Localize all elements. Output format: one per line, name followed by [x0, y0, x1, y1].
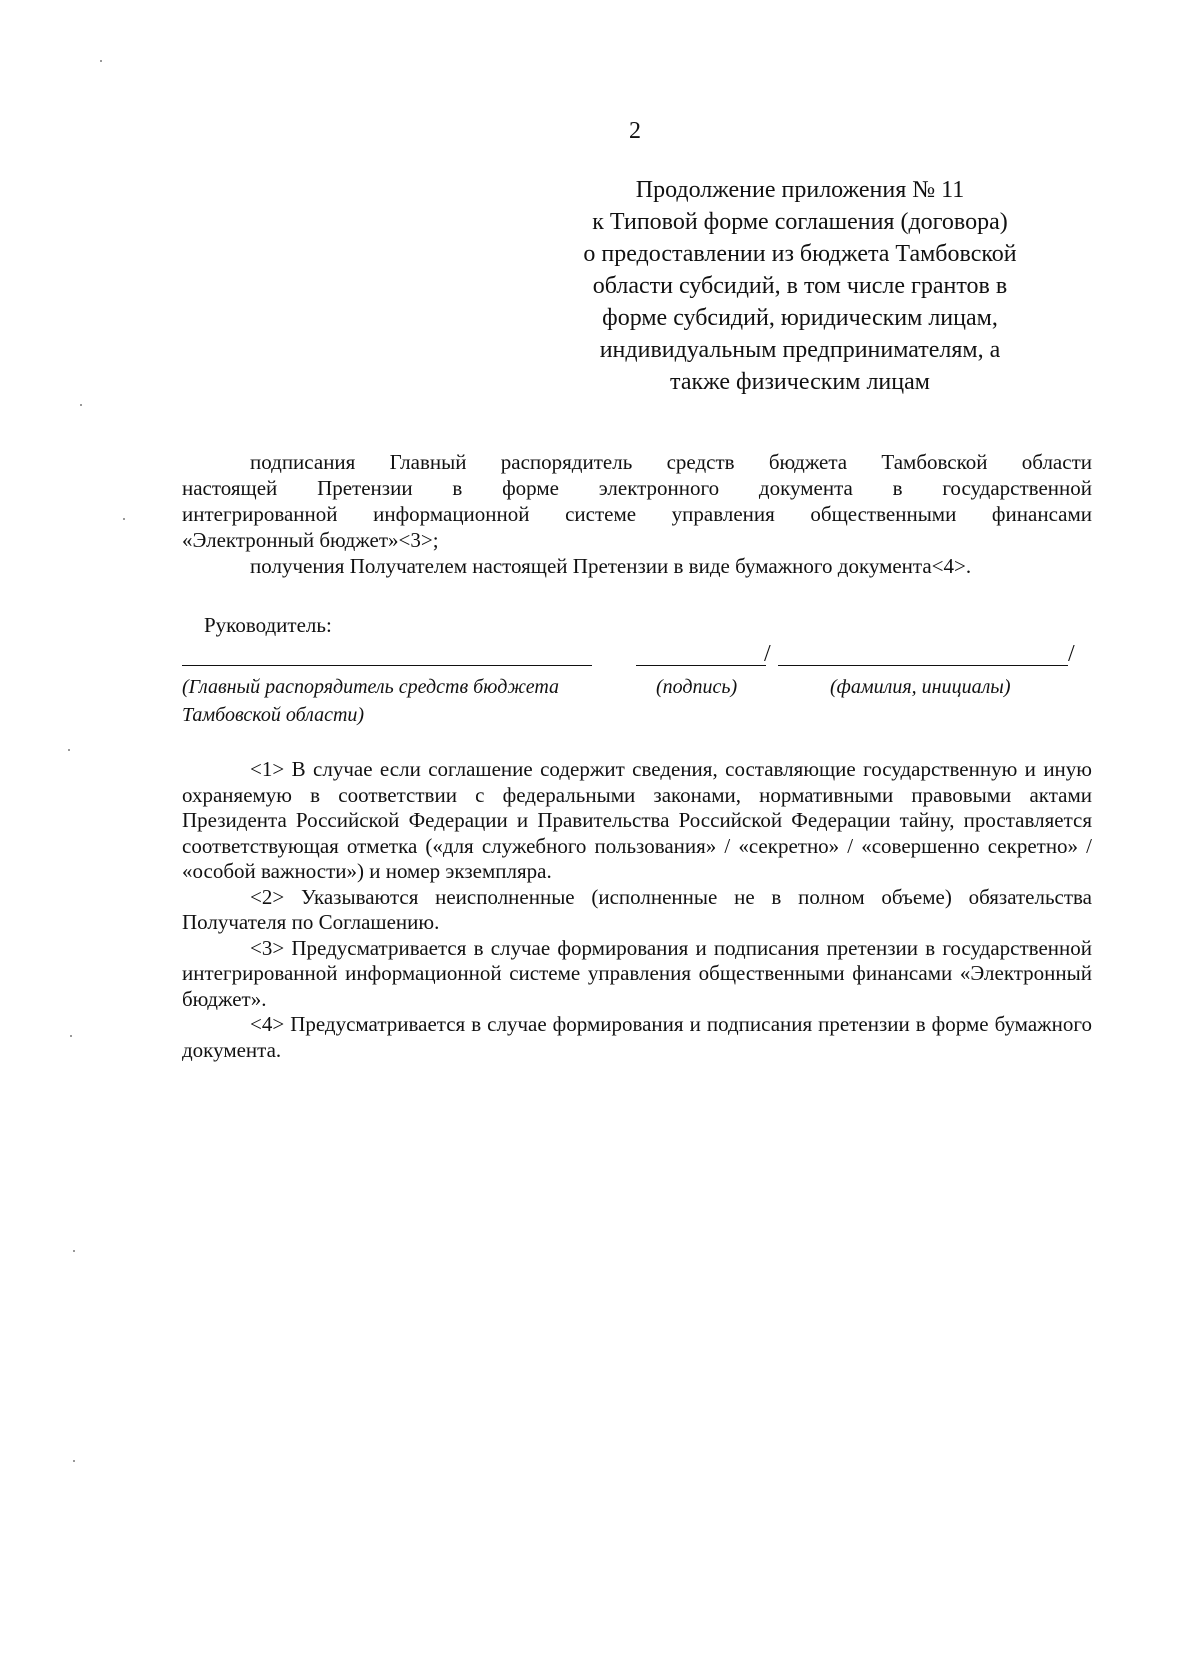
scan-margin-mark	[123, 518, 125, 520]
caption-position-continued: Тамбовской области)	[182, 704, 365, 726]
footnotes	[182, 757, 1092, 1063]
footnote-1: <1> В случае если соглашение содержит сведения, составляющие государственную и иную охраняемую в соответствии с федеральными законами, нормативными правовыми актами Президента Российской Федерации и Правительства Российской Федерации тайну, проставляется соответствующая отметка («для служебного пользования» / «секретно» / «совершенно секретно» / «особой важности») и номер экземпляра.	[182, 757, 1092, 883]
footnote-3: <3> Предусматривается в случае формирования и подписания претензии в государственной интегрированной информационной системе управления общественными финансами «Электронный бюджет».	[182, 935, 1092, 1011]
body-line: подписания Главный распорядитель средств бюджета Тамбовской области	[250, 450, 1092, 474]
appendix-header-line: также физическим лицам	[670, 369, 930, 395]
body-paragraph-1	[182, 449, 1092, 553]
caption-signature: (подпись)	[656, 676, 738, 698]
body-line: получения Получателем настоящей Претензии в виде бумажного документа<4>.	[250, 554, 972, 578]
signature-line	[636, 665, 766, 666]
scan-margin-mark	[73, 1250, 75, 1252]
footnote-2: <2> Указываются неисполненные (исполненные не в полном объеме) обязательства Получателя по Соглашению.	[182, 884, 1092, 934]
body-line: «Электронный бюджет»<3>;	[182, 528, 439, 552]
scan-margin-mark	[73, 1460, 75, 1462]
manager-label: Руководитель:	[204, 613, 332, 637]
appendix-header-line: форме субсидий, юридическим лицам,	[602, 305, 998, 331]
name-slash: /	[1068, 641, 1075, 667]
body-line: настоящей Претензии в форме электронного документа в государственной	[182, 476, 1092, 500]
footnote-4: <4> Предусматривается в случае формирования и подписания претензии в форме бумажного документа.	[182, 1012, 1092, 1062]
caption-name: (фамилия, инициалы)	[830, 676, 1011, 698]
body-paragraph-2	[182, 553, 1092, 579]
scan-margin-mark	[80, 404, 82, 406]
scan-margin-mark	[100, 60, 102, 62]
position-signature-line	[182, 665, 592, 666]
page-number: 2	[629, 118, 641, 144]
body-line: интегрированной информационной системе управления общественными финансами	[182, 502, 1092, 526]
caption-position: (Главный распорядитель средств бюджета	[182, 676, 560, 698]
signature-slash: /	[764, 641, 771, 667]
appendix-header-line: Продолжение приложения № 11	[635, 177, 965, 203]
scan-margin-mark	[68, 749, 70, 751]
name-signature-line	[778, 665, 1068, 666]
appendix-header-line: к Типовой форме соглашения (договора)	[592, 209, 1008, 235]
scan-margin-mark	[70, 1035, 72, 1037]
appendix-header-line: о предоставлении из бюджета Тамбовской	[583, 241, 1017, 267]
appendix-header-line: индивидуальным предпринимателям, а	[599, 337, 1001, 363]
appendix-header	[555, 174, 1045, 398]
appendix-header-line: области субсидий, в том числе грантов в	[592, 273, 1008, 299]
